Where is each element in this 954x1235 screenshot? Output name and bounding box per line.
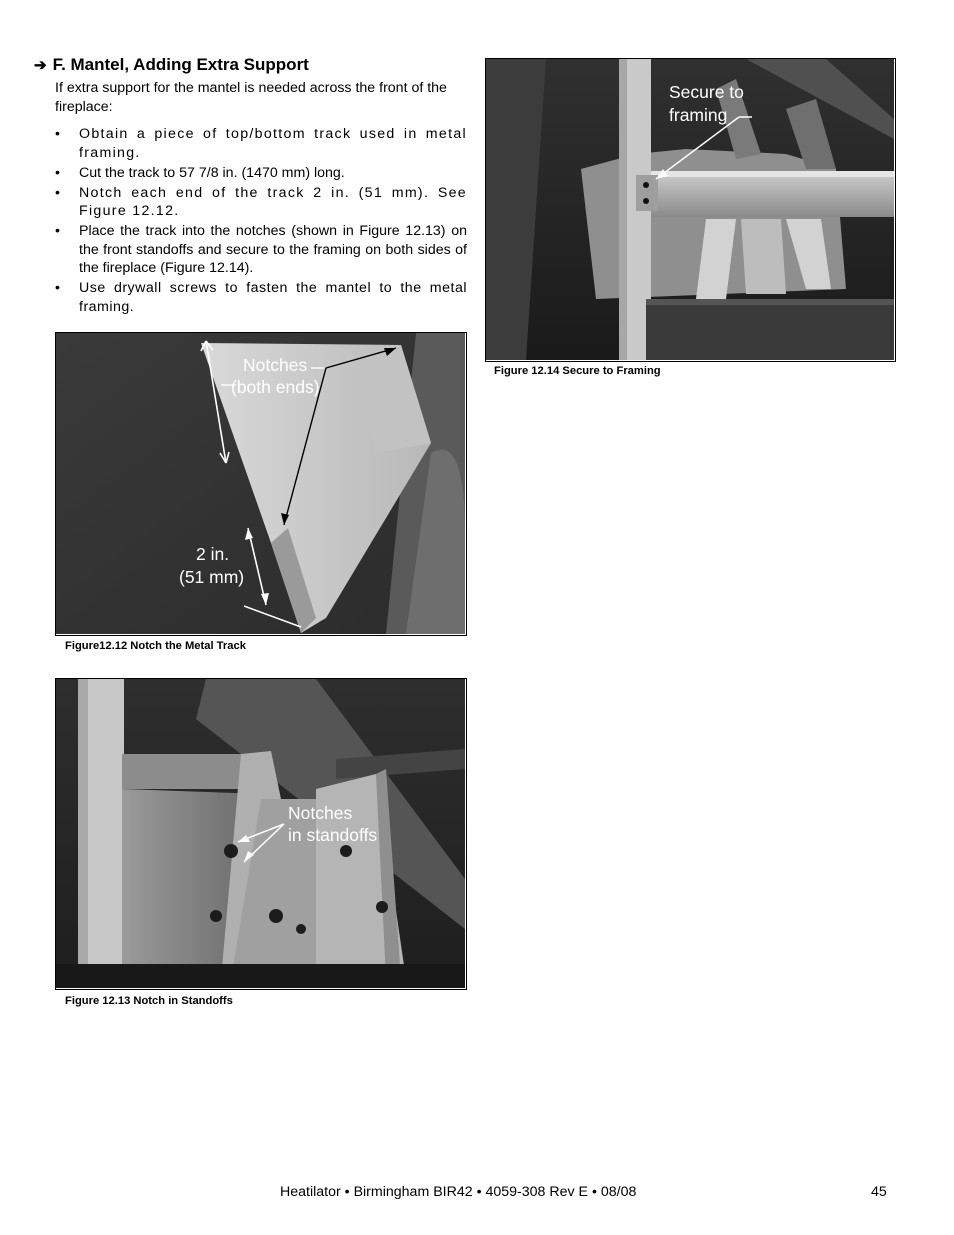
notches-sublabel: (both ends) — [231, 377, 320, 397]
standoffs-illustration — [56, 679, 465, 988]
list-item: • Cut the track to 57 7/8 in. (1470 mm) long. — [55, 164, 345, 181]
dimension-label: 2 in. — [196, 544, 230, 564]
figure-caption: Figure 12.13 Notch in Standoffs — [65, 995, 233, 1007]
dimension-sublabel: (51 mm) — [179, 567, 245, 587]
right-arrow-icon: ➔ — [34, 57, 47, 74]
metal-track — [632, 171, 894, 217]
list-item: • Place the track into the notches (shown in Figure 12.13) on the front standoffs and secure to the framing on both sides of the fireplace (Figure 12.14). — [55, 223, 467, 276]
figure-caption: Figure12.12 Notch the Metal Track — [65, 640, 246, 652]
footer-text: Heatilator • Birmingham BIR42 • 4059-308 Rev E • 08/08 — [280, 1184, 637, 1200]
figure-caption: Figure 12.14 Secure to Framing — [494, 365, 661, 377]
figure-12-13-photo — [55, 678, 467, 990]
list-item: • Use drywall screws to fasten the mantel to the metal framing. — [55, 280, 467, 315]
page-number: 45 — [871, 1184, 887, 1200]
standoffs-sublabel: in standoffs — [288, 825, 378, 845]
section-title: F. Mantel, Adding Extra Support — [52, 55, 309, 74]
secure-sublabel: framing — [669, 105, 728, 125]
list-item: • Obtain a piece of top/bottom track used in metal framing. — [55, 126, 467, 161]
intro-paragraph: If extra support for the mantel is needed across the front of the fireplace: — [55, 80, 447, 115]
instruction-list — [55, 125, 467, 318]
section-heading — [34, 55, 309, 75]
list-item: • Notch each end of the track 2 in. (51 mm). See Figure 12.12. — [55, 184, 467, 219]
standoffs-label: Notches — [288, 803, 353, 823]
notches-label: Notches — [243, 355, 308, 375]
secure-label: Secure to — [669, 82, 744, 102]
